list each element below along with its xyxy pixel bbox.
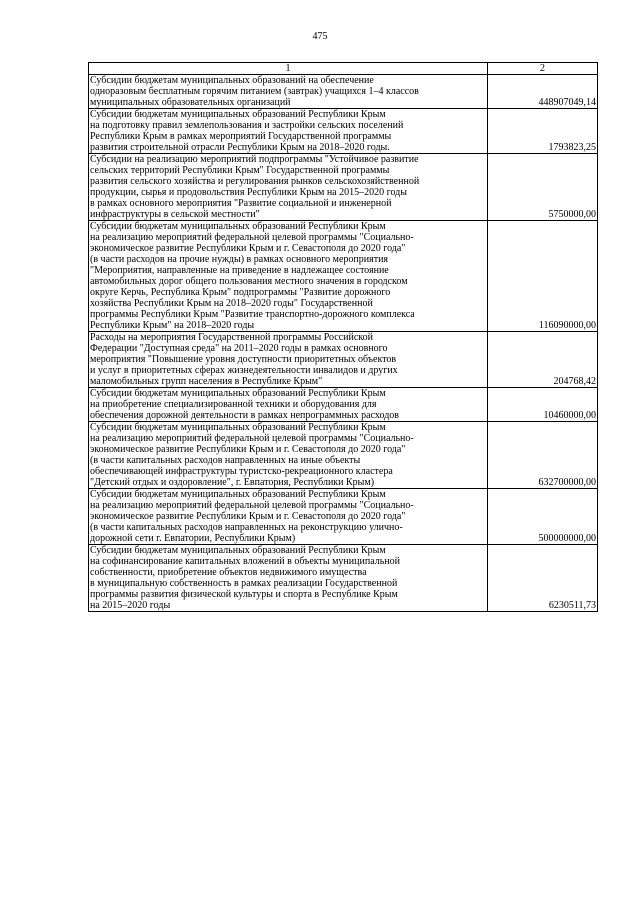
table-row [89, 422, 598, 489]
row-amount: 500000000,00 [488, 489, 598, 545]
header-row [89, 63, 598, 75]
table-row [89, 332, 598, 388]
row-amount: 1793823,25 [488, 109, 598, 154]
row-description: Субсидии бюджетам муниципальных образований Республики Крым на софинансирование капитальных вложений в объекты муниципальной собственности, приобретение объектов недвижимого имущества в муниципальную собственность в рамках реализации Государственной программы развития физической культуры и спорта в Республике Крым на 2015–2020 годы [89, 545, 488, 612]
row-description: Субсидии на реализацию мероприятий подпрограммы "Устойчивое развитие сельских территорий Республики Крым" Государственной программы развития сельского хозяйства и регулирования рынков сельскохозяйственной продукции, сырья и продовольствия Республики Крым на 2015–2020 годы в рамках основного мероприятия "Развитие социальной и инженерной инфраструктуры в сельской местности" [89, 154, 488, 221]
column-header-2: 2 [488, 63, 598, 75]
table-row [89, 489, 598, 545]
row-amount: 10460000,00 [488, 388, 598, 422]
column-header-1: 1 [89, 63, 488, 75]
row-description: Расходы на мероприятия Государственной программы Российской Федерации "Доступная среда" на 2011–2020 годы в рамках основного мероприятия "Повышение уровня доступности приоритетных объектов и услуг в приоритетных сферах жизнедеятельности инвалидов и других маломобильных групп населения в Республике Крым" [89, 332, 488, 388]
row-description: Субсидии бюджетам муниципальных образований Республики Крым на реализацию мероприятий федеральной целевой программы "Социально- экономическое развитие Республики Крым и г. Севастополя до 2020 года" (в части капитальных расходов направленных на реконструкцию улично- дорожной сети г. Евпатории, Республики Крым) [89, 489, 488, 545]
table-body [89, 75, 598, 612]
row-amount: 448907049,14 [488, 75, 598, 109]
row-description: Субсидии бюджетам муниципальных образований Республики Крым на подготовку правил землепользования и застройки сельских поселений Республики Крым в рамках мероприятий Государственной программы развития строительной отрасли Республики Крым на 2018–2020 годы. [89, 109, 488, 154]
row-description: Субсидии бюджетам муниципальных образований Республики Крым на реализацию мероприятий федеральной целевой программы "Социально- экономическое развитие Республики Крым и г. Севастополя до 2020 года" (в части расходов на прочие нужды) в рамках основного мероприятия "Мероприятия, направленные на приведение в надлежащее состояние автомобильных дорог общего пользования местного значения в городском округе Керчь, Республика Крым" подпрограммы "Развитие дорожного хозяйства Республики Крым на 2018–2020 годы" Государственной программы Республики Крым "Развитие транспортно-дорожного комплекса Республики Крым" на 2018–2020 годы [89, 221, 488, 332]
table-row [89, 154, 598, 221]
table-row [89, 221, 598, 332]
table-row [89, 545, 598, 612]
page-number: 475 [312, 31, 328, 42]
row-amount: 6230511,73 [488, 545, 598, 612]
table-row [89, 109, 598, 154]
row-description: Субсидии бюджетам муниципальных образований Республики Крым на приобретение специализированной техники и оборудования для обеспечения дорожной деятельности в рамках непрограммных расходов [89, 388, 488, 422]
row-amount: 204768,42 [488, 332, 598, 388]
table-row [89, 75, 598, 109]
row-amount: 116090000,00 [488, 221, 598, 332]
row-description: Субсидии бюджетам муниципальных образований Республики Крым на реализацию мероприятий федеральной целевой программы "Социально- экономическое развитие Республики Крым и г. Севастополя до 2020 года" (в части капитальных расходов направленных на иные объекты обеспечивающей инфраструктуры туристско-рекреационного кластера "Детский отдых и оздоровление", г. Евпатория, Республики Крым) [89, 422, 488, 489]
row-amount: 632700000,00 [488, 422, 598, 489]
budget-table [88, 62, 598, 612]
row-amount: 5750000,00 [488, 154, 598, 221]
table-row [89, 388, 598, 422]
table-header [89, 63, 598, 75]
row-description: Субсидии бюджетам муниципальных образований на обеспечение одноразовым бесплатным горячим питанием (завтрак) учащихся 1–4 классов муниципальных образовательных организаций [89, 75, 488, 109]
